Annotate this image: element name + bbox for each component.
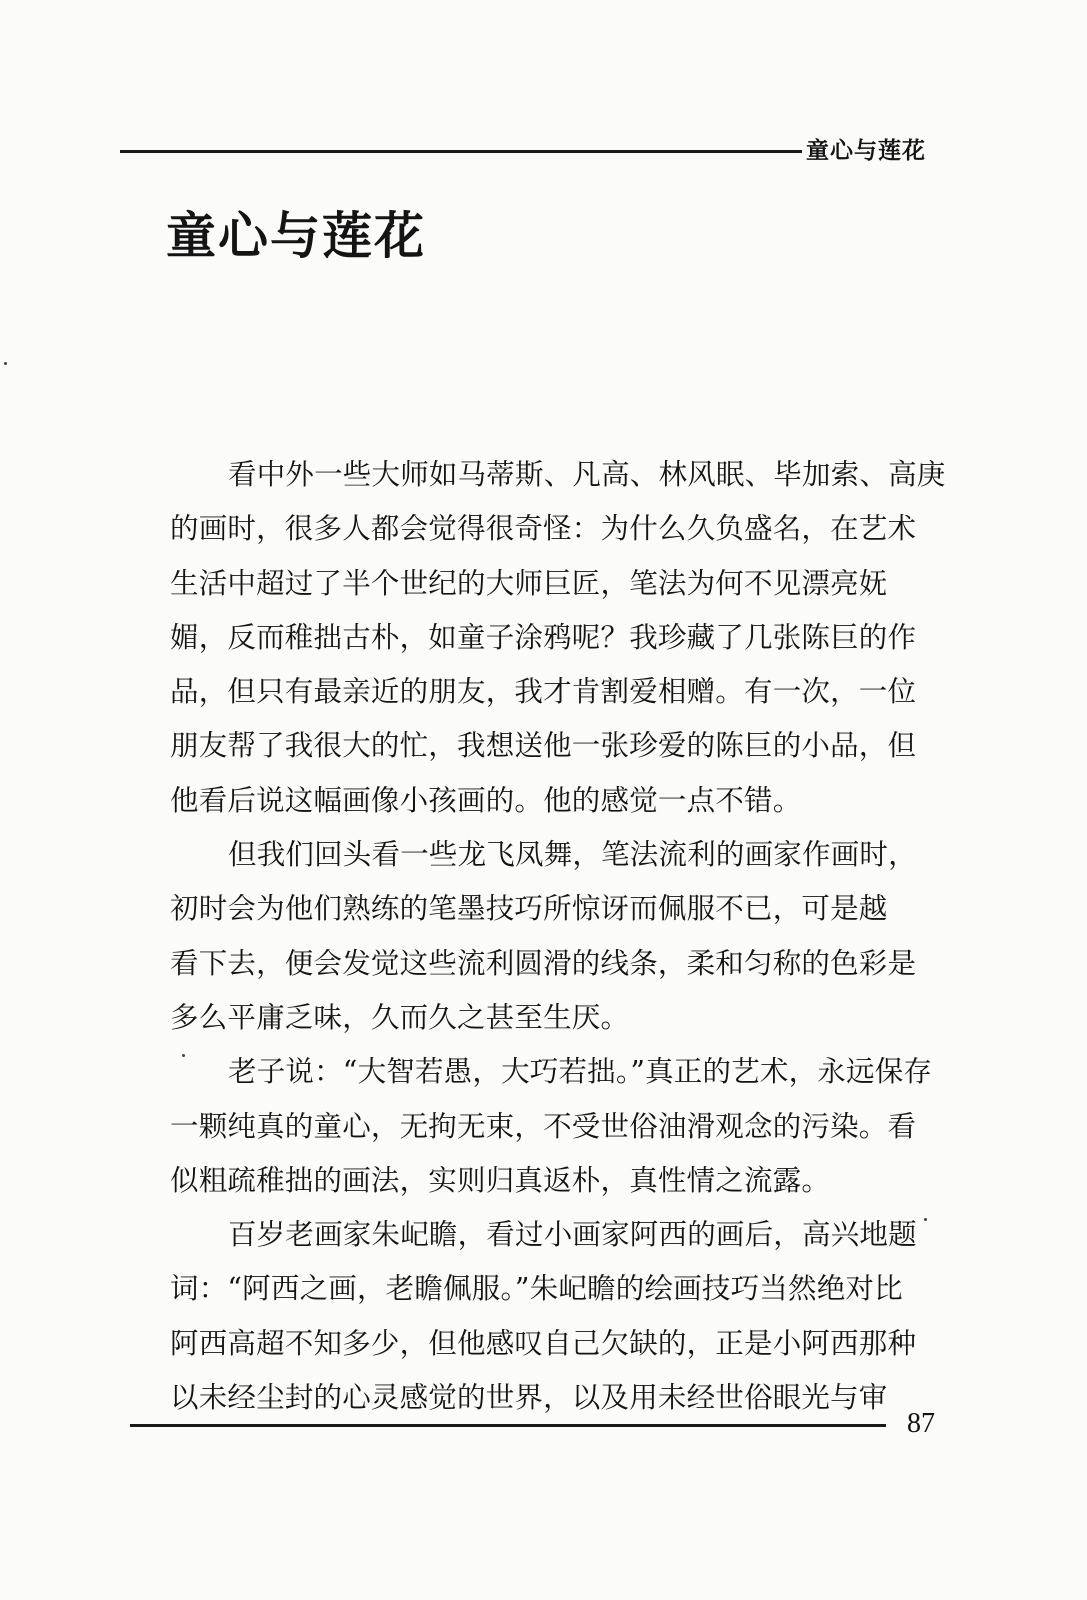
- body-line: 但我们回头看一些龙飞凤舞，笔法流利的画家作画时，: [228, 838, 917, 872]
- body-line: 初时会为他们熟练的笔墨技巧所惊讶而佩服不已，可是越: [170, 892, 888, 926]
- page-number: 87: [907, 1408, 935, 1439]
- body-line: 他看后说这幅画像小孩画的。他的感觉一点不错。: [170, 783, 802, 817]
- body-line: 词：“阿西之画，老瞻佩服。”朱屺瞻的绘画技巧当然绝对比: [170, 1272, 903, 1306]
- body-line: 阿西高超不知多少，但他感叹自己欠缺的，正是小阿西那种: [170, 1326, 917, 1360]
- body-line: 多么平庸乏味，久而久之甚至生厌。: [170, 1000, 630, 1034]
- footer-rule: [130, 1424, 886, 1427]
- body-line: 看下去，便会发觉这些流利圆滑的线条，柔和匀称的色彩是: [170, 946, 917, 980]
- scan-speck: [4, 362, 7, 365]
- scan-speck: [182, 1054, 185, 1057]
- body-line: 以未经尘封的心灵感觉的世界，以及用未经世俗眼光与审: [170, 1381, 888, 1415]
- running-header-title: 童心与莲花: [806, 138, 926, 164]
- body-line: 老子说：“大智若愚，大巧若拙。”真正的艺术，永远保存: [228, 1055, 933, 1089]
- body-line: 朋友帮了我很大的忙，我想送他一张珍爱的陈巨的小品，但: [170, 729, 917, 763]
- body-line: 似粗疏稚拙的画法，实则归真返朴，真性情之流露。: [170, 1163, 831, 1197]
- header-rule: [120, 150, 802, 153]
- chapter-title: 童心与莲花: [166, 207, 426, 265]
- body-line: 百岁老画家朱屺瞻，看过小画家阿西的画后，高兴地题: [228, 1218, 917, 1252]
- scan-speck: [924, 1218, 927, 1221]
- body-line: 一颗纯真的童心，无拘无束，不受世俗油滑观念的污染。看: [170, 1109, 917, 1143]
- body-line: 看中外一些大师如马蒂斯、凡高、林风眠、毕加索、高庚: [228, 458, 946, 491]
- body-line: 媚，反而稚拙古朴，如童子涂鸦呢？我珍藏了几张陈巨的作: [170, 620, 917, 654]
- body-line: 品，但只有最亲近的朋友，我才肯割爱相赠。有一次，一位: [170, 675, 917, 709]
- body-line: 生活中超过了半个世纪的大师巨匠，笔法为何不见漂亮妩: [170, 566, 888, 600]
- body-line: 的画时，很多人都会觉得很奇怪：为什么久负盛名，在艺术: [170, 512, 917, 546]
